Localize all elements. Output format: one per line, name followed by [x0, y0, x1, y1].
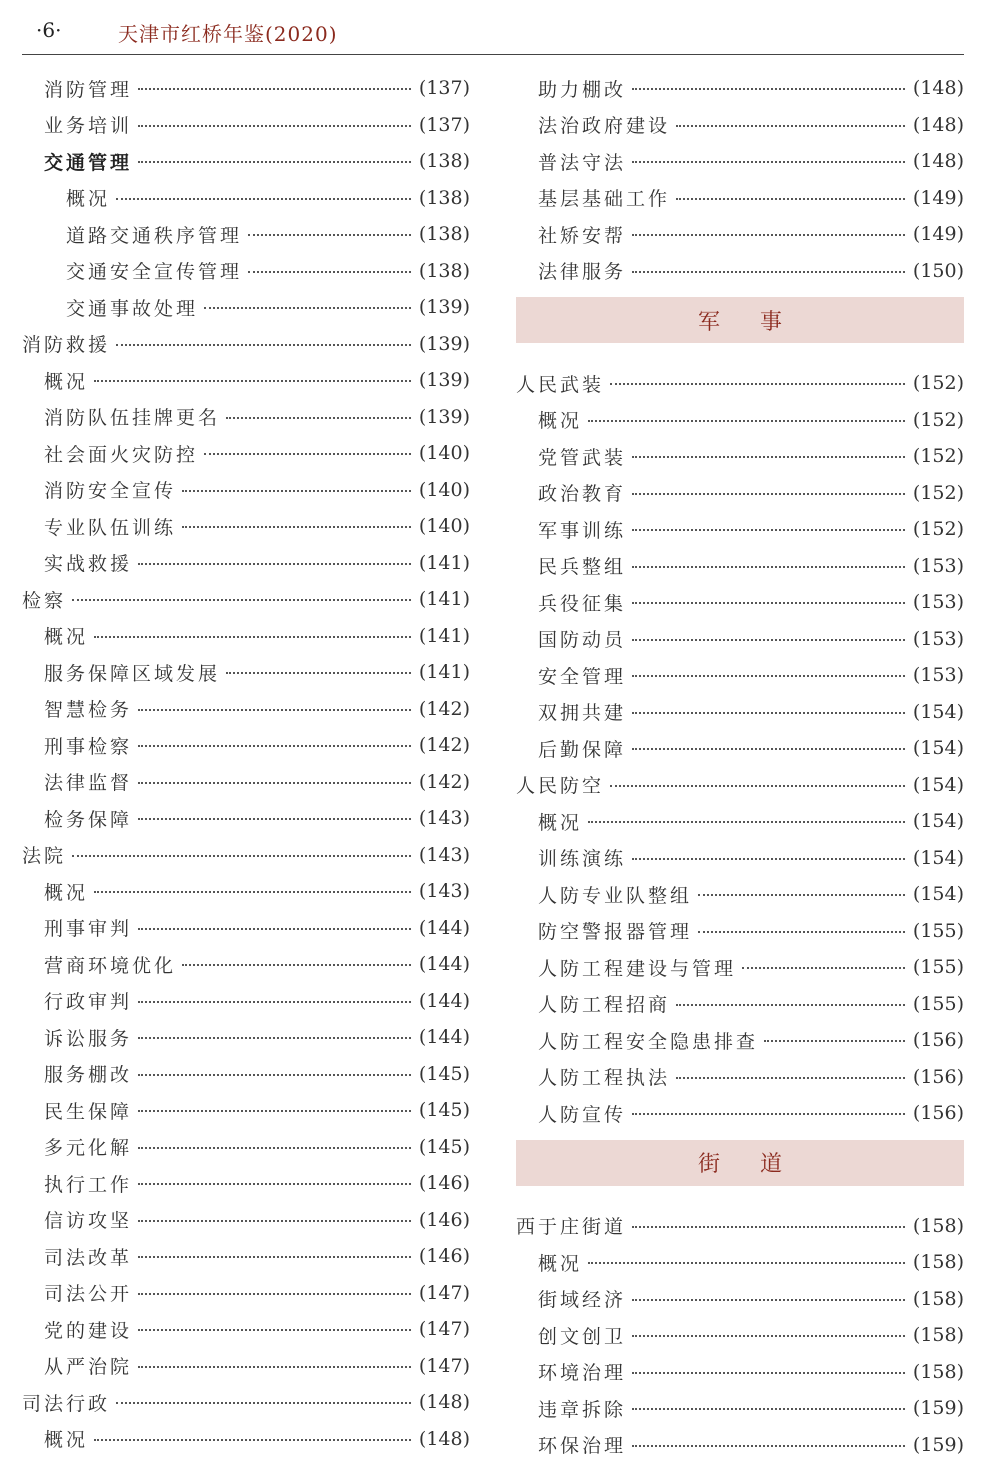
dot-leader: [676, 1004, 905, 1006]
toc-right-column: [516, 70, 964, 1463]
toc-entry-title: 民兵整组: [538, 556, 627, 579]
dot-leader: [676, 198, 905, 200]
toc-entry[interactable]: [22, 983, 470, 1020]
toc-entry[interactable]: [22, 581, 470, 618]
toc-entry-title: 违章拆除: [538, 1398, 627, 1421]
toc-entry-page: (154): [912, 846, 964, 869]
toc-entry[interactable]: [22, 837, 470, 874]
dot-leader: [182, 490, 411, 492]
toc-entry-page: (152): [912, 408, 964, 431]
toc-entry-page: (154): [912, 810, 964, 833]
toc-entry-title: 普法守法: [538, 151, 627, 174]
toc-entry-page: (141): [418, 624, 470, 647]
toc-entry-page: (143): [418, 843, 470, 866]
dot-leader: [138, 709, 411, 711]
dot-leader: [632, 1299, 905, 1301]
toc-entry-page: (140): [418, 442, 470, 465]
dot-leader: [632, 639, 905, 641]
toc-entry[interactable]: [22, 143, 470, 180]
toc-entry-page: (156): [912, 1102, 964, 1125]
dot-leader: [764, 1040, 905, 1042]
dot-leader: [632, 271, 905, 273]
toc-entry-title: 消防队伍挂牌更名: [44, 407, 221, 430]
toc-entry[interactable]: [22, 1202, 470, 1239]
toc-entry-page: (158): [912, 1251, 964, 1274]
toc-entry[interactable]: [516, 253, 964, 290]
toc-entry-title: 法治政府建设: [538, 115, 671, 138]
dot-leader: [676, 1077, 905, 1079]
toc-entry-title: 人防工程执法: [538, 1067, 671, 1090]
dot-leader: [138, 1110, 411, 1112]
toc-entry-title: 安全管理: [538, 665, 627, 688]
toc-entry[interactable]: [516, 621, 964, 658]
toc-entry-title: 从严治院: [44, 1356, 133, 1379]
toc-entry-title: 交通安全宣传管理: [66, 261, 243, 284]
toc-entry-title: 实战救援: [44, 553, 133, 576]
toc-entry-title: 人防专业队整组: [538, 884, 693, 907]
toc-entry-page: (154): [912, 773, 964, 796]
dot-leader: [632, 675, 905, 677]
toc-entry-title: 刑事审判: [44, 918, 133, 941]
toc-entry-title: 党的建设: [44, 1319, 133, 1342]
toc-entry[interactable]: [516, 511, 964, 548]
dot-leader: [632, 1226, 905, 1228]
toc-entry[interactable]: [516, 1281, 964, 1318]
toc-entry[interactable]: [22, 70, 470, 107]
toc-entry-title: 国防动员: [538, 629, 627, 652]
toc-entry[interactable]: [22, 727, 470, 764]
toc-entry-title: 业务培训: [44, 115, 133, 138]
toc-entry-title: 信访攻坚: [44, 1210, 133, 1233]
toc-entry-page: (158): [912, 1287, 964, 1310]
toc-entry[interactable]: [22, 1019, 470, 1056]
dot-leader: [632, 88, 905, 90]
toc-entry[interactable]: [516, 475, 964, 512]
toc-entry-title: 检察: [22, 589, 67, 612]
toc-entry-title: 环保治理: [538, 1435, 627, 1458]
dot-leader: [632, 748, 905, 750]
toc-entry[interactable]: [22, 873, 470, 910]
toc-entry[interactable]: [22, 362, 470, 399]
toc-entry-title: 后勤保障: [538, 738, 627, 761]
toc-entry[interactable]: [516, 1354, 964, 1391]
dot-leader: [698, 894, 905, 896]
toc-entry-page: (140): [418, 515, 470, 538]
toc-entry-page: (155): [912, 956, 964, 979]
toc-entry[interactable]: [22, 326, 470, 363]
page-number: ·6·: [36, 18, 62, 42]
toc-entry[interactable]: [516, 438, 964, 475]
dot-leader: [138, 928, 411, 930]
toc-entry-title: 法律监督: [44, 772, 133, 795]
page-header: [22, 14, 964, 55]
toc-entry-title: 民生保障: [44, 1100, 133, 1123]
toc-entry-title: 创文创卫: [538, 1325, 627, 1348]
dot-leader: [632, 493, 905, 495]
toc-entry-title: 人防宣传: [538, 1103, 627, 1126]
toc-entry-title: 消防救援: [22, 334, 111, 357]
toc-entry-page: (148): [912, 77, 964, 100]
toc-entry-page: (158): [912, 1214, 964, 1237]
toc-entry-title: 交通管理: [44, 151, 133, 174]
toc-entry-title: 政治教育: [538, 483, 627, 506]
toc-entry-title: 道路交通秩序管理: [66, 224, 243, 247]
toc-entry-page: (146): [418, 1208, 470, 1231]
dot-leader: [138, 1220, 411, 1222]
toc-entry[interactable]: [22, 910, 470, 947]
toc-entry-page: (143): [418, 807, 470, 830]
toc-entry-title: 概况: [44, 881, 89, 904]
dot-leader: [138, 1001, 411, 1003]
dot-leader: [632, 161, 905, 163]
toc-entry-title: 双拥共建: [538, 702, 627, 725]
toc-entry-title: 概况: [44, 626, 89, 649]
toc-entry-page: (145): [418, 1135, 470, 1158]
toc-entry-page: (145): [418, 1099, 470, 1122]
toc-entry-title: 执行工作: [44, 1173, 133, 1196]
toc-entry[interactable]: [516, 1244, 964, 1281]
toc-entry[interactable]: [22, 618, 470, 655]
toc-entry[interactable]: [22, 1092, 470, 1129]
toc-entry-page: (148): [912, 150, 964, 173]
toc-entry-title: 交通事故处理: [66, 297, 199, 320]
toc-entry[interactable]: [22, 472, 470, 509]
toc-entry[interactable]: [516, 1390, 964, 1427]
toc-entry-page: (141): [418, 588, 470, 611]
toc-entry-title: 西于庄街道: [516, 1216, 627, 1239]
toc-entry[interactable]: [22, 399, 470, 436]
toc-entry-title: 检务保障: [44, 808, 133, 831]
toc-entry[interactable]: [516, 694, 964, 731]
toc-entry-title: 营商环境优化: [44, 954, 177, 977]
dot-leader: [226, 672, 411, 674]
toc-entry[interactable]: [516, 402, 964, 439]
toc-entry[interactable]: [22, 1275, 470, 1312]
toc-entry-page: (153): [912, 664, 964, 687]
dot-leader: [116, 344, 411, 346]
toc-entry-page: (145): [418, 1062, 470, 1085]
toc-entry[interactable]: [22, 435, 470, 472]
toc-entry-page: (138): [418, 186, 470, 209]
toc-entry-title: 消防管理: [44, 78, 133, 101]
toc-left-column: [22, 70, 470, 1457]
toc-entry-title: 人防工程招商: [538, 994, 671, 1017]
dot-leader: [742, 967, 905, 969]
toc-entry-page: (146): [418, 1245, 470, 1268]
toc-entry[interactable]: [22, 253, 470, 290]
toc-entry[interactable]: [516, 840, 964, 877]
toc-entry-title: 服务保障区域发展: [44, 662, 221, 685]
toc-entry-page: (152): [912, 481, 964, 504]
toc-entry[interactable]: [22, 654, 470, 691]
toc-entry-title: 司法改革: [44, 1246, 133, 1269]
toc-entry-title: 人民防空: [516, 775, 605, 798]
toc-entry[interactable]: [516, 180, 964, 217]
toc-entry-title: 概况: [66, 188, 111, 211]
toc-entry-page: (141): [418, 551, 470, 574]
toc-entry-title: 消防安全宣传: [44, 480, 177, 503]
toc-entry-title: 法律服务: [538, 261, 627, 284]
toc-entry[interactable]: [516, 1095, 964, 1132]
dot-leader: [138, 818, 411, 820]
toc-entry-page: (144): [418, 953, 470, 976]
dot-leader: [632, 858, 905, 860]
toc-entry-page: (154): [912, 883, 964, 906]
toc-entry-title: 司法行政: [22, 1392, 111, 1415]
toc-entry-page: (150): [912, 259, 964, 282]
dot-leader: [632, 1408, 905, 1410]
dot-leader: [632, 566, 905, 568]
toc-entry-title: 兵役征集: [538, 592, 627, 615]
dot-leader: [248, 271, 411, 273]
toc-entry-title: 刑事检察: [44, 735, 133, 758]
toc-entry-title: 社会面火灾防控: [44, 443, 199, 466]
toc-entry[interactable]: [22, 508, 470, 545]
toc-entry-page: (142): [418, 734, 470, 757]
dot-leader: [610, 785, 905, 787]
dot-leader: [138, 1037, 411, 1039]
toc-entry-page: (144): [418, 989, 470, 1012]
toc-entry-title: 概况: [538, 1252, 583, 1275]
dot-leader: [116, 198, 411, 200]
toc-entry-title: 司法公开: [44, 1283, 133, 1306]
dot-leader: [698, 931, 905, 933]
toc-entry-title: 概况: [538, 811, 583, 834]
toc-entry-title: 防空警报器管理: [538, 921, 693, 944]
toc-entry-title: 智慧检务: [44, 699, 133, 722]
toc-entry[interactable]: [516, 216, 964, 253]
toc-entry[interactable]: [22, 800, 470, 837]
toc-entry-page: (148): [418, 1391, 470, 1414]
toc-entry[interactable]: [516, 1427, 964, 1464]
toc-entry-title: 人防工程建设与管理: [538, 957, 737, 980]
toc-entry[interactable]: [22, 545, 470, 582]
toc-entry-page: (141): [418, 661, 470, 684]
dot-leader: [632, 602, 905, 604]
toc-entry[interactable]: [516, 1022, 964, 1059]
toc-entry-page: (139): [418, 405, 470, 428]
toc-entry-title: 概况: [44, 1429, 89, 1452]
toc-entry-title: 人民武装: [516, 373, 605, 396]
toc-entry-page: (155): [912, 919, 964, 942]
dot-leader: [226, 417, 411, 419]
toc-entry[interactable]: [516, 70, 964, 107]
toc-entry[interactable]: [516, 913, 964, 950]
dot-leader: [138, 1183, 411, 1185]
toc-entry[interactable]: [516, 107, 964, 144]
toc-entry[interactable]: [22, 107, 470, 144]
toc-entry-page: (158): [912, 1360, 964, 1383]
toc-entry-page: (149): [912, 223, 964, 246]
toc-entry[interactable]: [22, 289, 470, 326]
toc-entry-page: (147): [418, 1281, 470, 1304]
dot-leader: [588, 420, 905, 422]
toc-entry[interactable]: [516, 143, 964, 180]
toc-entry[interactable]: [516, 1208, 964, 1245]
toc-entry[interactable]: [22, 1238, 470, 1275]
dot-leader: [138, 782, 411, 784]
toc-entry-page: (156): [912, 1065, 964, 1088]
dot-leader: [94, 636, 411, 638]
toc-entry-title: 服务棚改: [44, 1064, 133, 1087]
toc-entry[interactable]: [22, 1165, 470, 1202]
toc-entry-page: (154): [912, 737, 964, 760]
dot-leader: [116, 1402, 411, 1404]
toc-entry-title: 法院: [22, 845, 67, 868]
toc-entry[interactable]: [22, 1129, 470, 1166]
toc-entry-page: (147): [418, 1354, 470, 1377]
section-heading: 军事: [516, 297, 964, 343]
toc-entry-page: (138): [418, 259, 470, 282]
dot-leader: [138, 88, 411, 90]
toc-entry-title: 训练演练: [538, 848, 627, 871]
toc-entry[interactable]: [22, 946, 470, 983]
dot-leader: [182, 526, 411, 528]
dot-leader: [138, 1147, 411, 1149]
dot-leader: [676, 125, 905, 127]
dot-leader: [610, 383, 905, 385]
dot-leader: [138, 745, 411, 747]
toc-entry-title: 军事训练: [538, 519, 627, 542]
toc-entry-page: (148): [418, 1427, 470, 1450]
toc-entry-page: (159): [912, 1397, 964, 1420]
dot-leader: [138, 1256, 411, 1258]
toc-entry[interactable]: [22, 764, 470, 801]
toc-entry-page: (144): [418, 916, 470, 939]
dot-leader: [632, 456, 905, 458]
toc-entry-page: (152): [912, 445, 964, 468]
toc-entry[interactable]: [516, 548, 964, 585]
toc-entry-page: (152): [912, 372, 964, 395]
toc-entry-title: 专业队伍训练: [44, 516, 177, 539]
dot-leader: [182, 964, 411, 966]
dot-leader: [204, 307, 411, 309]
dot-leader: [94, 891, 411, 893]
toc-entry-title: 概况: [44, 370, 89, 393]
toc-entry[interactable]: [516, 584, 964, 621]
book-title: 天津市红桥年鉴(2020): [118, 22, 338, 46]
dot-leader: [632, 1445, 905, 1447]
toc-entry-title: 街域经济: [538, 1289, 627, 1312]
toc-entry[interactable]: [516, 657, 964, 694]
toc-entry[interactable]: [22, 1348, 470, 1385]
dot-leader: [138, 1074, 411, 1076]
toc-entry-page: (146): [418, 1172, 470, 1195]
toc-entry[interactable]: [22, 1056, 470, 1093]
toc-entry[interactable]: [516, 730, 964, 767]
toc-entry-page: (138): [418, 150, 470, 173]
toc-entry-title: 社矫安帮: [538, 224, 627, 247]
dot-leader: [632, 1372, 905, 1374]
dot-leader: [72, 855, 411, 857]
toc-entry-page: (142): [418, 770, 470, 793]
toc-entry-page: (149): [912, 186, 964, 209]
toc-entry-page: (153): [912, 627, 964, 650]
toc-entry-page: (153): [912, 554, 964, 577]
dot-leader: [632, 529, 905, 531]
toc-entry[interactable]: [516, 986, 964, 1023]
toc-entry-page: (139): [418, 332, 470, 355]
dot-leader: [138, 1366, 411, 1368]
section-heading: 街道: [516, 1140, 964, 1186]
dot-leader: [632, 712, 905, 714]
toc-entry-page: (154): [912, 700, 964, 723]
toc-entry-title: 行政审判: [44, 991, 133, 1014]
toc-entry[interactable]: [516, 1317, 964, 1354]
toc-entry-page: (137): [418, 77, 470, 100]
toc-entry[interactable]: [516, 1059, 964, 1096]
toc-entry-page: (159): [912, 1433, 964, 1456]
toc-entry-title: 助力棚改: [538, 78, 627, 101]
dot-leader: [138, 125, 411, 127]
dot-leader: [204, 453, 411, 455]
toc-entry[interactable]: [22, 216, 470, 253]
dot-leader: [248, 234, 411, 236]
toc-entry-page: (142): [418, 697, 470, 720]
toc-entry-title: 多元化解: [44, 1137, 133, 1160]
toc-entry-page: (139): [418, 369, 470, 392]
dot-leader: [588, 1262, 905, 1264]
toc-entry-title: 党管武装: [538, 446, 627, 469]
toc-entry-title: 概况: [538, 410, 583, 433]
toc-entry[interactable]: [516, 949, 964, 986]
toc-entry[interactable]: [22, 691, 470, 728]
toc-entry-title: 环境治理: [538, 1362, 627, 1385]
dot-leader: [138, 1293, 411, 1295]
toc-entry[interactable]: [516, 365, 964, 402]
toc-entry[interactable]: [516, 803, 964, 840]
dot-leader: [632, 234, 905, 236]
toc-entry-page: (139): [418, 296, 470, 319]
toc-entry-page: (147): [418, 1318, 470, 1341]
dot-leader: [588, 821, 905, 823]
toc-entry[interactable]: [22, 180, 470, 217]
dot-leader: [138, 563, 411, 565]
dot-leader: [632, 1113, 905, 1115]
toc-entry[interactable]: [22, 1311, 470, 1348]
dot-leader: [94, 1439, 411, 1441]
toc-entry-page: (140): [418, 478, 470, 501]
toc-entry[interactable]: [22, 1421, 470, 1458]
toc-entry-page: (148): [912, 113, 964, 136]
dot-leader: [94, 380, 411, 382]
toc-entry[interactable]: [22, 1384, 470, 1421]
toc-entry-page: (144): [418, 1026, 470, 1049]
toc-entry-page: (156): [912, 1029, 964, 1052]
toc-entry-page: (137): [418, 113, 470, 136]
toc-entry-title: 诉讼服务: [44, 1027, 133, 1050]
toc-entry-page: (155): [912, 992, 964, 1015]
dot-leader: [632, 1335, 905, 1337]
toc-entry-page: (152): [912, 518, 964, 541]
toc-entry[interactable]: [516, 876, 964, 913]
toc-entry-page: (138): [418, 223, 470, 246]
toc-entry-page: (153): [912, 591, 964, 614]
toc-entry-page: (143): [418, 880, 470, 903]
dot-leader: [138, 1329, 411, 1331]
toc-entry[interactable]: [516, 767, 964, 804]
dot-leader: [72, 599, 411, 601]
dot-leader: [138, 161, 411, 163]
toc-entry-page: (158): [912, 1324, 964, 1347]
toc-entry-title: 基层基础工作: [538, 188, 671, 211]
toc-entry-title: 人防工程安全隐患排查: [538, 1030, 759, 1053]
